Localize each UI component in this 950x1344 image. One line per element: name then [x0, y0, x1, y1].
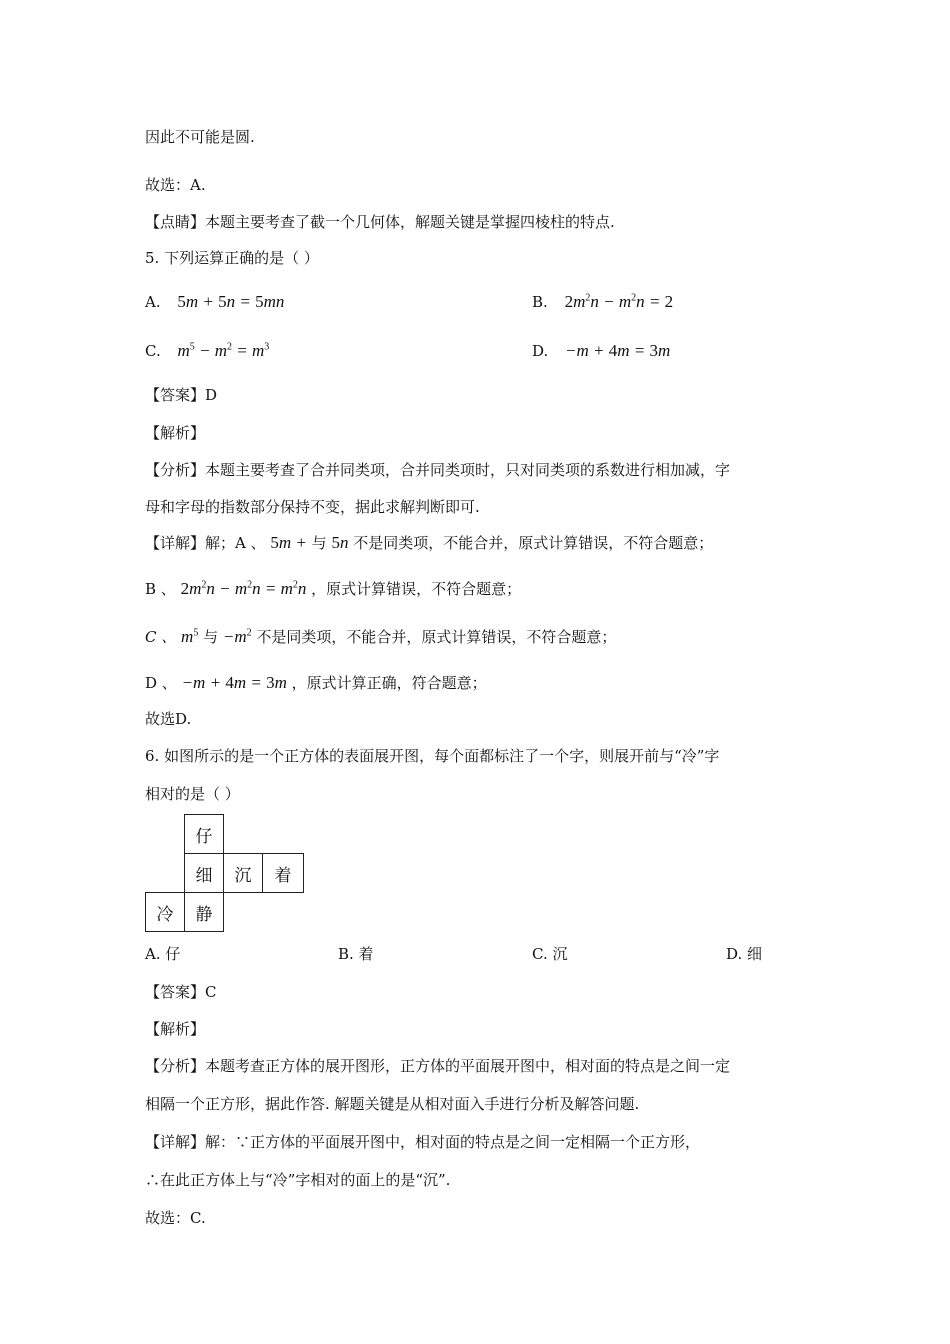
q5-option-a	[145, 292, 284, 312]
net-cell: 冷	[145, 892, 185, 932]
answer-label: 【答案】D	[145, 386, 218, 404]
option-label: A.	[145, 293, 161, 311]
expression: $-m^2$	[222, 627, 252, 646]
net-cell: 仔	[184, 814, 224, 854]
answer-label: 【答案】C	[145, 983, 217, 1001]
option-label: B.	[532, 293, 548, 311]
q6-option-b: B. 着	[338, 945, 374, 963]
net-cell: 静	[184, 892, 224, 932]
text-line: 故选：A.	[145, 176, 206, 194]
option-label: D.	[532, 342, 549, 360]
detail-d	[145, 673, 487, 693]
q6-option-c: C. 沉	[532, 945, 568, 963]
expression: 5n	[331, 533, 349, 552]
conclusion: 故选D.	[145, 710, 192, 728]
analysis-label: 【解析】	[145, 424, 206, 442]
detail-prefix: B 、	[145, 580, 176, 598]
net-cell: 细	[184, 853, 224, 893]
analysis-text: 母和字母的指数部分保持不变，据此求解判断即可.	[145, 498, 480, 516]
expression: $2m^2n - m^2n = m^2n$	[180, 579, 307, 598]
q6-option-d: D. 细	[726, 945, 763, 963]
analysis-label: 【解析】	[145, 1020, 206, 1038]
q5-option-d	[532, 341, 670, 361]
detail-prefix: D 、	[145, 674, 177, 692]
q6-option-a: A. 仔	[145, 945, 181, 963]
conclusion: 故选：C.	[145, 1209, 206, 1227]
detail-b	[145, 579, 521, 599]
q5-option-c	[145, 341, 269, 361]
detail-c	[145, 627, 616, 647]
detail-prefix: C 、	[145, 628, 177, 646]
detail-suffix: ，原式计算正确，符合题意；	[291, 674, 487, 692]
commentary: 【点睛】本题主要考查了截一个几何体，解题关键是掌握四棱柱的特点.	[145, 213, 615, 231]
option-d-expression: −m + 4m = 3m	[565, 341, 671, 360]
detail-mid: 与	[203, 628, 219, 646]
question-6-stem: 相对的是（ ）	[145, 785, 240, 803]
detail-suffix: 不是同类项，不能合并，原式计算错误，不符合题意；	[353, 534, 714, 552]
question-6-stem: 6. 如图所示的是一个正方体的表面展开图，每个面都标注了一个字，则展开前与“冷”字	[145, 747, 720, 765]
detail-prefix: 【详解】解；A 、	[145, 534, 266, 552]
detail-mid: 与	[311, 534, 327, 552]
detail-suffix: 不是同类项，不能合并，原式计算错误，不符合题意；	[256, 628, 617, 646]
detail-text: 【详解】解：∵正方体的平面展开图中，相对面的特点是之间一定相隔一个正方形，	[145, 1133, 701, 1151]
expression: $m^5$	[181, 627, 199, 646]
option-b-expression: $2m^2n - m^2n = 2$	[564, 292, 674, 311]
option-a-expression: 5m + 5n = 5mn	[177, 292, 285, 311]
detail-a	[145, 533, 713, 553]
text-line: 因此不可能是圆.	[145, 128, 255, 146]
analysis-text: 相隔一个正方形，据此作答. 解题关键是从相对面入手进行分析及解答问题.	[145, 1095, 640, 1113]
net-cell: 沉	[223, 853, 263, 893]
option-c-expression: $m^5 - m^2 = m^3$	[177, 341, 270, 360]
q5-option-b	[532, 292, 673, 312]
net-cell: 着	[262, 853, 304, 893]
detail-text: ∴在此正方体上与“冷”字相对的面上的是“沉”.	[145, 1171, 451, 1189]
detail-suffix: ，原式计算错误，不符合题意；	[311, 580, 522, 598]
expression: −m + 4m = 3m	[181, 673, 287, 692]
analysis-text: 【分析】本题考查正方体的展开图形，正方体的平面展开图中，相对面的特点是之间一定	[145, 1057, 731, 1075]
expression: 5m +	[270, 533, 307, 552]
analysis-text: 【分析】本题主要考查了合并同类项，合并同类项时，只对同类项的系数进行相加减，字	[145, 461, 731, 479]
question-5-stem: 5. 下列运算正确的是（ ）	[145, 249, 319, 267]
option-label: C.	[145, 342, 161, 360]
